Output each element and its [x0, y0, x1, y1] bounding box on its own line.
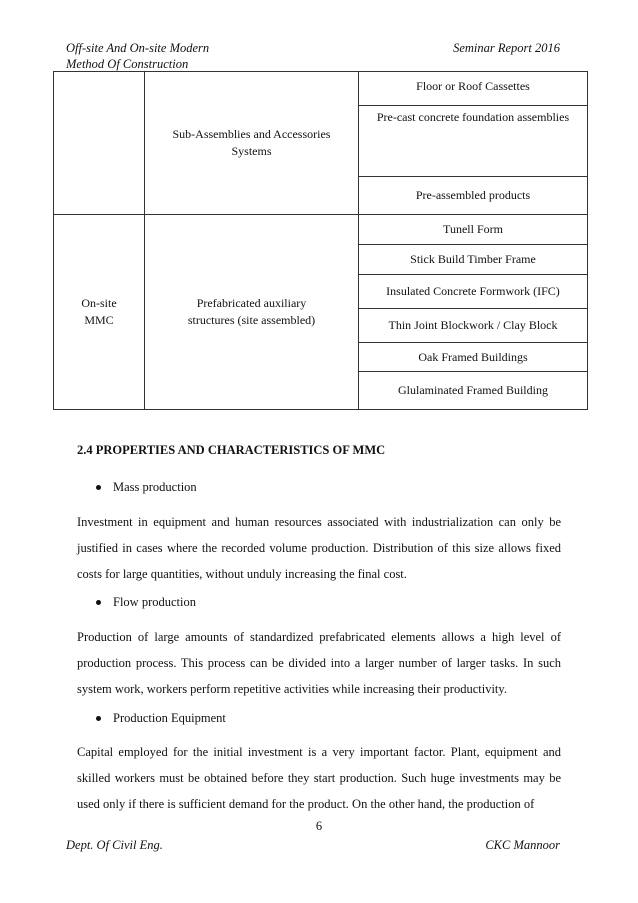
bullet-item	[96, 480, 197, 495]
table-cell-item: Oak Framed Buildings	[359, 343, 588, 372]
paragraph: Capital employed for the initial investment is a very important factor. Plant, equipment and skilled workers must be obtained before they start production. Such huge investments may be used only if there is sufficient demand for the product. On the other hand, the production of	[77, 745, 561, 811]
table-cell-type	[54, 215, 145, 410]
paragraph: Investment in equipment and human resources associated with industrialization can only be justified in cases where the recorded volume production. Distribution of this size allows fixed costs for large quantities, without unduly increasing the final cost.	[77, 515, 561, 581]
section-heading: 2.4 PROPERTIES AND CHARACTERISTICS OF MMC	[77, 443, 386, 457]
header-report-label: Seminar Report 2016	[453, 41, 560, 55]
bullet-dot-icon	[96, 716, 101, 721]
footer-college: CKC Mannoor	[485, 838, 560, 852]
header-title	[66, 40, 209, 72]
footer-department: Dept. Of Civil Eng.	[66, 838, 163, 852]
header-title-line2: Method Of Construction	[66, 57, 189, 71]
bullet-dot-icon	[96, 600, 101, 605]
table-cell-category	[145, 72, 359, 215]
category-prefabricated-auxiliary: Prefabricated auxiliary structures (site assembled)	[187, 296, 316, 327]
mmc-table	[53, 71, 588, 410]
table-row	[54, 72, 588, 106]
page-number: 6	[315, 819, 323, 833]
bullet-item	[96, 595, 196, 610]
table-cell-category	[145, 215, 359, 410]
bullet-item	[96, 711, 226, 726]
table-cell-item: Insulated Concrete Formwork (IFC)	[359, 275, 588, 309]
category-sub-assemblies: Sub-Assemblies and Accessories Systems	[172, 127, 331, 158]
table-cell-item: Floor or Roof Cassettes	[359, 72, 588, 106]
table-row	[54, 215, 588, 245]
header-title-line1: Off-site And On-site Modern	[66, 41, 210, 55]
table-cell-item: Pre-cast concrete foundation assemblies	[359, 106, 588, 177]
table-cell-item: Tunell Form	[359, 215, 588, 245]
type-on-site-mmc: On-site MMC	[81, 296, 117, 327]
bullet-label: Flow production	[113, 595, 196, 609]
bullet-label: Production Equipment	[113, 711, 226, 725]
table-cell-item: Pre-assembled products	[359, 177, 588, 215]
paragraph: Production of large amounts of standardized prefabricated elements allows a high level of production process. This process can be divided into a larger number of larger tasks. In such system work, workers perform repetitive activities while increasing their productivity.	[77, 630, 561, 696]
bullet-label: Mass production	[113, 480, 197, 494]
table-cell-item: Stick Build Timber Frame	[359, 245, 588, 275]
table-cell-item: Glulaminated Framed Building	[359, 372, 588, 410]
table-cell-item: Thin Joint Blockwork / Clay Block	[359, 309, 588, 343]
table-cell-empty	[54, 72, 145, 215]
bullet-dot-icon	[96, 485, 101, 490]
